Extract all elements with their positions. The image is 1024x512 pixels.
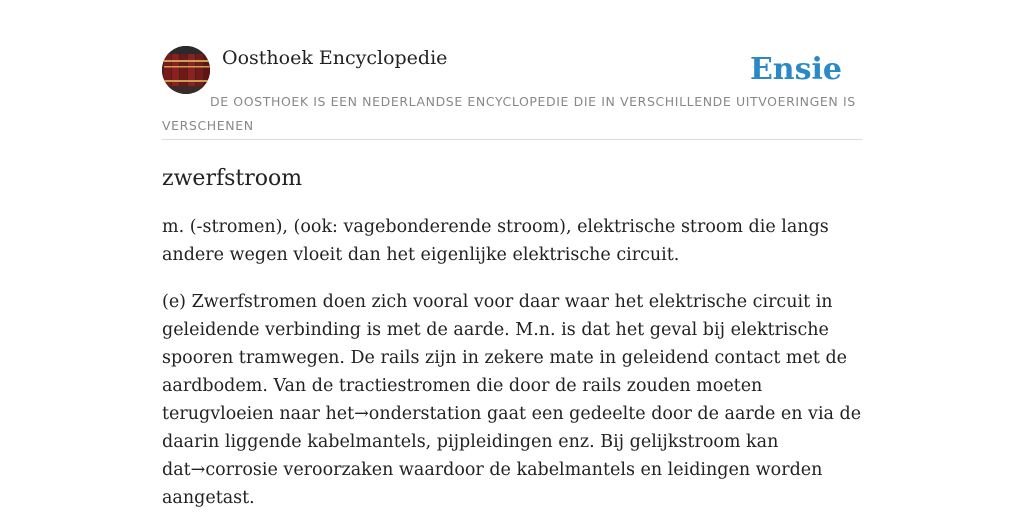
site-title[interactable]: Oosthoek Encyclopedie — [222, 47, 448, 69]
entry-explanation: (e) Zwerfstromen doen zich vooral voor daar waar het elektrische circuit in geleidende verbinding is met de aarde. M.n. is dat het geval bij elektrische spooren tramwegen. De rails zijn in zekere mate in geleidend contact met de aardbodem. Van de tractiestromen die door de rails zouden moeten terugvloeien naar het→onderstation gaat een gedeelte door de aarde en via de daarin liggende kabelmantels, pijpleidingen enz. Bij gelijkstroom kan dat→corrosie veroorzaken waardoor de kabelmantels en leidingen worden aangetast. — [162, 292, 862, 508]
entry-title: zwerfstroom — [162, 166, 303, 191]
encyclopedia-books-icon[interactable] — [162, 46, 210, 94]
entry-content — [162, 162, 862, 512]
site-subtitle: DE OOSTHOEK IS EEN NEDERLANDSE ENCYCLOPEDIE DIE IN VERSCHILLENDE UITVOERINGEN IS VERSCHENEN — [162, 94, 856, 133]
entry-definition: m. (-stromen), (ook: vagebonderende stroom), elektrische stroom die langs andere wegen vloeit dan het eigenlijke elektrische circuit. — [162, 217, 829, 265]
brand-logo[interactable]: Ensie — [749, 52, 842, 87]
site-header — [162, 46, 862, 140]
